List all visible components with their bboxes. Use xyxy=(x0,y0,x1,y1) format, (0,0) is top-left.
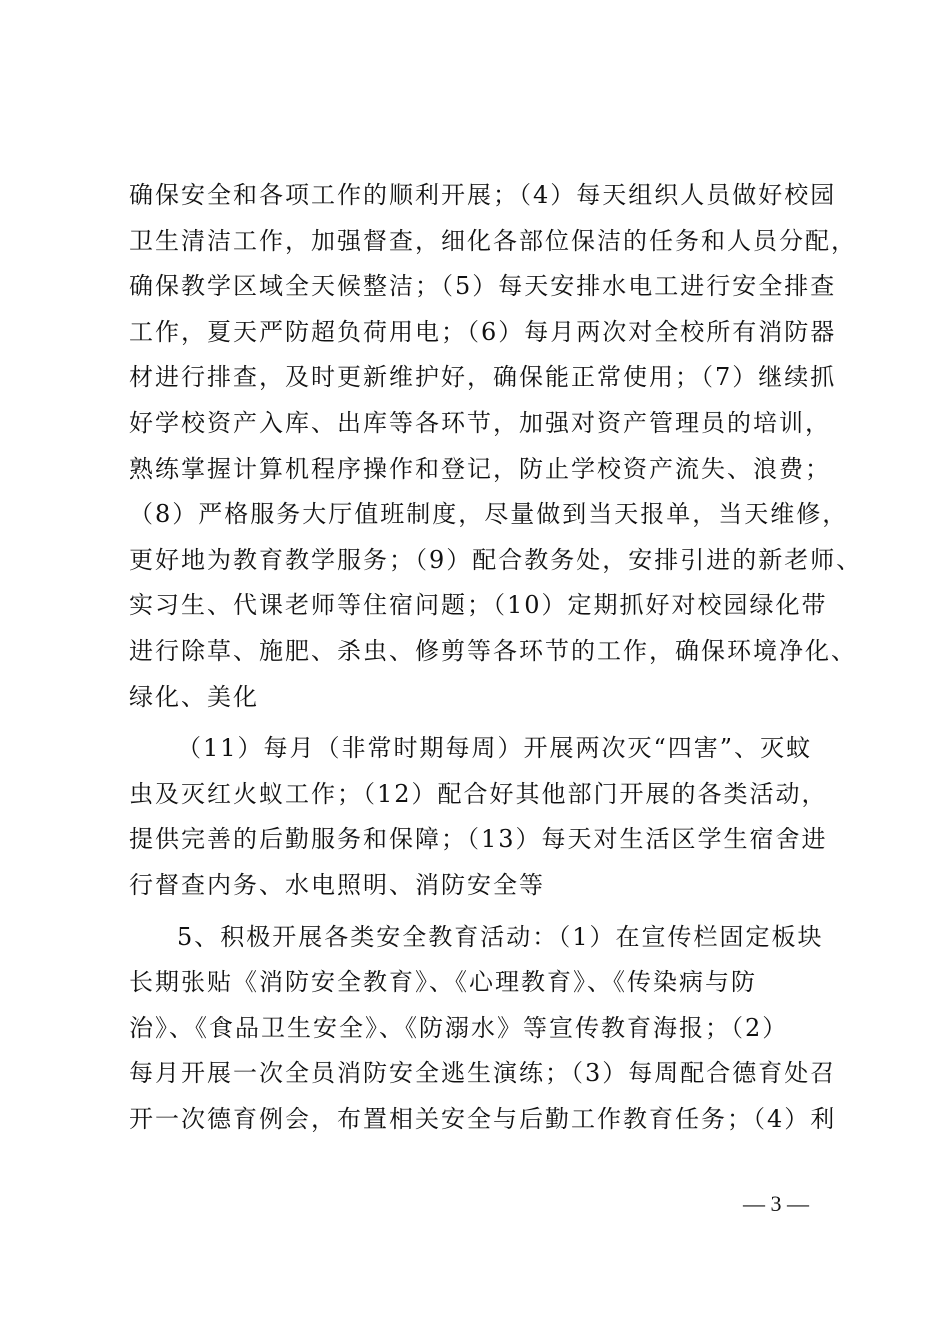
text-line: 行督查内务、水电照明、消防安全等 xyxy=(129,870,545,899)
text-line: 虫及灭红火蚁工作；（12）配合好其他部门开展的各类活动， xyxy=(129,779,828,808)
paragraph-1 xyxy=(129,173,863,720)
text-line: 实习生、代课老师等住宿问题；（10）定期抓好对校园绿化带 xyxy=(129,591,828,620)
text-line: 进行除草、施肥、杀虫、修剪等各环节的工作，确保环境净化、 xyxy=(129,636,857,665)
text-line: 确保安全和各项工作的顺利开展；（4）每天组织人员做好校园 xyxy=(129,181,837,209)
text-line: 长期张贴《消防安全教育》、《心理教育》、《传染病与防 xyxy=(129,968,757,997)
paragraph-3 xyxy=(129,915,849,1143)
text-line: 治》、《食品卫生安全》、《防溺水》等宣传教育海报；（2） xyxy=(129,1013,789,1042)
text-line-indented: （11）每月（非常时期每周）开展两次灭“四害”、灭蚊 xyxy=(177,734,813,763)
text-line: 绿化、美化 xyxy=(129,682,259,711)
text-line: 好学校资产入库、出库等各环节，加强对资产管理员的培训， xyxy=(129,408,831,437)
text-line: 熟练掌握计算机程序操作和登记，防止学校资产流失、浪费； xyxy=(129,454,831,483)
text-line: 每月开展一次全员消防安全逃生演练；（3）每周配合德育处召 xyxy=(129,1059,837,1088)
text-line-indented: 5、积极开展各类安全教育活动：（1）在宣传栏固定板块 xyxy=(177,922,824,951)
text-line: 卫生清洁工作，加强督查，细化各部位保洁的任务和人员分配， xyxy=(129,226,857,255)
page-number: — 3 — xyxy=(743,1191,809,1216)
text-line: （8）严格服务大厅值班制度，尽量做到当天报单，当天维修， xyxy=(129,500,849,529)
text-line: 工作，夏天严防超负荷用电；（6）每月两次对全校所有消防器 xyxy=(129,317,837,346)
paragraph-2 xyxy=(129,726,849,908)
text-line: 材进行排查，及时更新维护好，确保能正常使用；（7）继续抓 xyxy=(129,363,837,392)
document-body xyxy=(129,173,863,1142)
text-line: 提供完善的后勤服务和保障；（13）每天对生活区学生宿舍进 xyxy=(129,825,828,854)
text-line: 确保教学区域全天候整洁；（5）每天安排水电工进行安全排查 xyxy=(129,272,837,301)
text-line: 开一次德育例会，布置相关安全与后勤工作教育任务；（4）利 xyxy=(129,1104,837,1133)
text-line: 更好地为教育教学服务；（9）配合教务处，安排引进的新老师、 xyxy=(129,545,863,574)
